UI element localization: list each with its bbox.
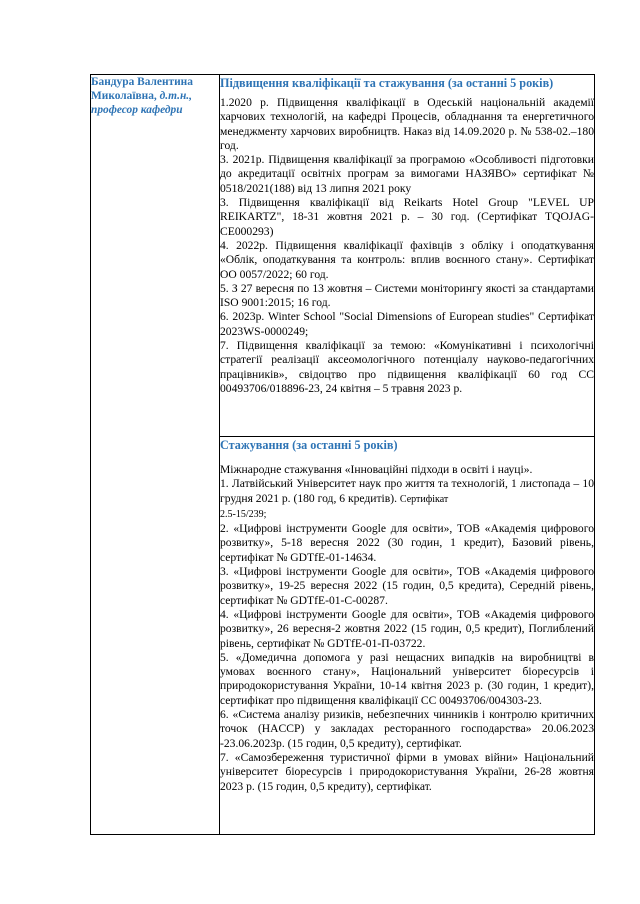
person-degree: д.т.н., професор кафедри (91, 90, 193, 116)
internship-item-certificate-label: Сертифікат (399, 493, 449, 505)
internship-item: 7. «Самозбереження туристичної фірми в умовах війни» Національний університет біоресурсів і природокористування України, 26-28 жовтня 2023 р. (15 годин, 0,5 кредиту), сертифікат. (220, 750, 594, 793)
internship-intro: Міжнародне стажування «Інноваційні підходи в освіті і науці». (220, 463, 533, 476)
internship-cell (220, 437, 595, 835)
qualification-item: 3. Підвищення кваліфікації від Reikarts Hotel Group "LEVEL UP REIKARTZ", 18-31 жовтня 2021 р. – 30 год. (Сертифікат TQOJAG-CE000293) (220, 196, 594, 238)
qualification-cell (220, 75, 595, 437)
qualification-item: 6. 2023р. Winter School "Social Dimensions of European studies" Сертифікат 2023WS-0000249; (220, 310, 594, 338)
qualification-item: 5. З 27 вересня по 13 жовтня – Системи моніторингу якості за стандартами ISO 9001:2015; 16 год. (220, 281, 594, 310)
internship-item: 4. «Цифрові інструменти Google для освіти», ТОВ «Академія цифрового розвитку», 26 вересня-2 жовтня 2022 (15 годин, 0,5 кредит), Поглиблений рівень, сертифікат № GDTfE-01-П-03722. (220, 607, 594, 650)
qualification-item: 1.2020 р. Підвищення кваліфікації в Одеській національній академії харчових технологій, на кафедрі Процесів, обладнання та енергетичного менеджменту харчових виробництв. Наказ від 14.09.2020 р. № 538-02.–180 год. (220, 96, 594, 152)
internship-item: 5. «Домедична допомога у разі нещасних випадків на виробництві в умовах воєнного стану», Національний університет біоресурсів і природокористування України, 10-14 квітня 2023 р. (30 годин, 1 кредит), сертифікат про підвищення кваліфікації СС 00493706/004303-23. (220, 650, 594, 707)
qualification-item: 3. 2021р. Підвищення кваліфікації за програмою «Особливості підготовки до акредитації освітніх програм за вимогами НАЗЯВО» сертифікат № 0518/2021(188) від 13 липня 2021 року (220, 153, 594, 195)
internship-item (220, 477, 594, 522)
internship-item: 6. «Система аналізу ризиків, небезпечних чинників і контролю критичних точок (HACCP) у закладах ресторанного господарства» 20.06.2023 -23.06.2023р. (15 годин, 0,5 кредиту), сертифікат. (220, 708, 594, 750)
qualification-heading: Підвищення кваліфікації та стажування (за останні 5 років) (220, 76, 554, 90)
table-row (91, 75, 595, 437)
qualification-item: 4. 2022р. Підвищення кваліфікації фахівців з обліку і оподаткування «Облік, оподаткування та контроль: вплив воєнного стану». Сертифікат ОО 0057/2022; 60 год. (220, 238, 594, 281)
cv-table (90, 74, 595, 835)
name-cell (91, 75, 220, 835)
internship-item: 2. «Цифрові інструменти Google для освіти», ТОВ «Академія цифрового розвитку», 5-18 вересня 2022 (30 годин, 1 кредит), Базовий рівень, сертифікат № GDTfE-01-14634. (220, 522, 594, 564)
internship-item-text: 1. Латвійський Університет наук про життя та технологій, 1 листопада – 10 грудня 2021 р. (180 год, 6 кредитів). (220, 477, 594, 505)
qualification-item: 7. Підвищення кваліфікації за темою: «Комунікативні і психологічні стратегії реалізації аксеомологічного потенціалу науково-педагогічних працівників», свідоцтво про підвищення кваліфікації 60 год СС 00493706/018896-23, 24 квітня – 5 травня 2023 р. (220, 339, 594, 395)
internship-heading: Стажування (за останні 5 років) (220, 438, 398, 452)
internship-item-certificate-number: 2.5-15/239; (220, 508, 267, 520)
person-name-block (91, 75, 219, 117)
internship-item: 3. «Цифрові інструменти Google для освіти», ТОВ «Академія цифрового розвитку», 19-25 вересня 2022 (15 годин, 0,5 кредита), Середній рівень, сертифікат № GDTfE-01-С-00287. (220, 565, 594, 607)
person-name: Бандура Валентина Миколаївна, (91, 76, 193, 102)
